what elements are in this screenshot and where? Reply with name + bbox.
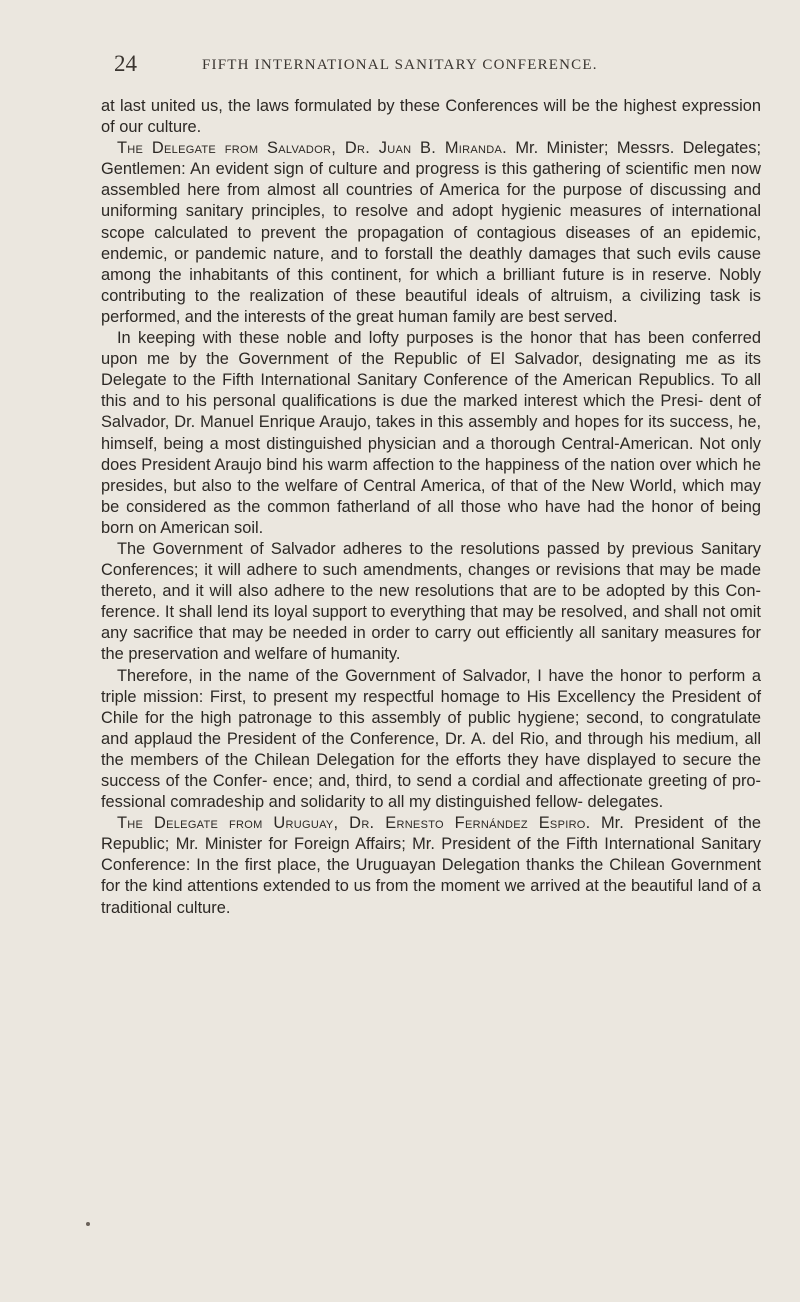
speaker-salvador-delegate: The Delegate from Salvador, Dr. Juan B. Miranda. [117, 139, 508, 158]
margin-mark [86, 1222, 90, 1226]
speaker-uruguay-delegate: The Delegate from Uruguay, Dr. Ernesto Fernández Espiro. [117, 814, 591, 833]
running-header [114, 50, 754, 80]
speech-text: Mr. Minister; Messrs. Delegates; Gentlemen: An evident sign of culture and progress is this gathering of scientific men now assembled here from almost all countries of America for the purpose of discussing and uniforming sanitary principles, to resolve and adopt hygienic measures of international scope calculated to prevent the propagation of contagious diseases of an epidemic, endemic, or pandemic nature, and to forstall the deathly damages that such evils cause among the inhabitants of this continent, for which a brilliant future is in reserve. Nobly contributing to the realization of these beautiful ideals of altruism, a civilizing task is performed, and the interests of the great human family are best served. [101, 139, 761, 326]
paragraph-salvador-speech [101, 138, 761, 328]
paragraph-government-adherence: The Government of Salvador adheres to the resolutions passed by previous Sanitary Conferences; it will adhere to such amendments, changes or revisions that may be made thereto, and it will also adhere to the new resolutions that are to be adopted by this Con- ference. It shall lend its loyal support to everything that may be resolved, and shall not omit any sacrifice that may be needed in order to carry out efficiently all sanitary measures for the preservation and welfare of humanity. [101, 539, 761, 664]
page-number: 24 [114, 51, 137, 76]
paragraph-honor-conferred: In keeping with these noble and lofty purposes is the honor that has been conferred upon me by the Government of the Republic of El Salvador, designating me as its Delegate to the Fifth International Sanitary Conference of the American Republics. To all this and to his personal qualifications is due the marked interest which the Presi- dent of Salvador, Dr. Manuel Enrique Araujo, takes in this assembly and hopes for its success, he, himself, being a most distinguished physician and a thorough Central-American. Not only does President Araujo bind his warm affection to the happiness of the nation over which he presides, but also to the welfare of Central America, of that of the New World, which may be considered as the common fatherland of all those who have had the honor of being born on American soil. [101, 329, 761, 537]
running-title: FIFTH INTERNATIONAL SANITARY CONFERENCE. [202, 57, 598, 73]
paragraph-uruguay-speech [101, 813, 761, 918]
paragraph-triple-mission: Therefore, in the name of the Government of Salvador, I have the honor to perform a triple mission: First, to present my respectful homage to His Excellency the President of Chile for the high patronage to this assembly of public hygiene; second, to congratulate and applaud the President of the Conference, Dr. A. del Rio, and through his medium, all the members of the Chilean Delegation for the efforts they have displayed to secure the success of the Confer- ence; and, third, to send a cordial and affectionate greeting of pro- fessional comradeship and solidarity to all my distinguished fellow- delegates. [101, 666, 761, 812]
speech-text: Mr. President of the Republic; Mr. Minister for Foreign Affairs; Mr. President of the Fifth International Sanitary Conference: In the first place, the Uruguayan Delegation thanks the Chilean Government for the kind attentions extended to us from the moment we arrived at the beautiful land of a traditional culture. [101, 814, 761, 917]
body-text [101, 96, 761, 919]
paragraph-continuation: at last united us, the laws formulated by these Conferences will be the highest expression of our culture. [101, 97, 761, 137]
